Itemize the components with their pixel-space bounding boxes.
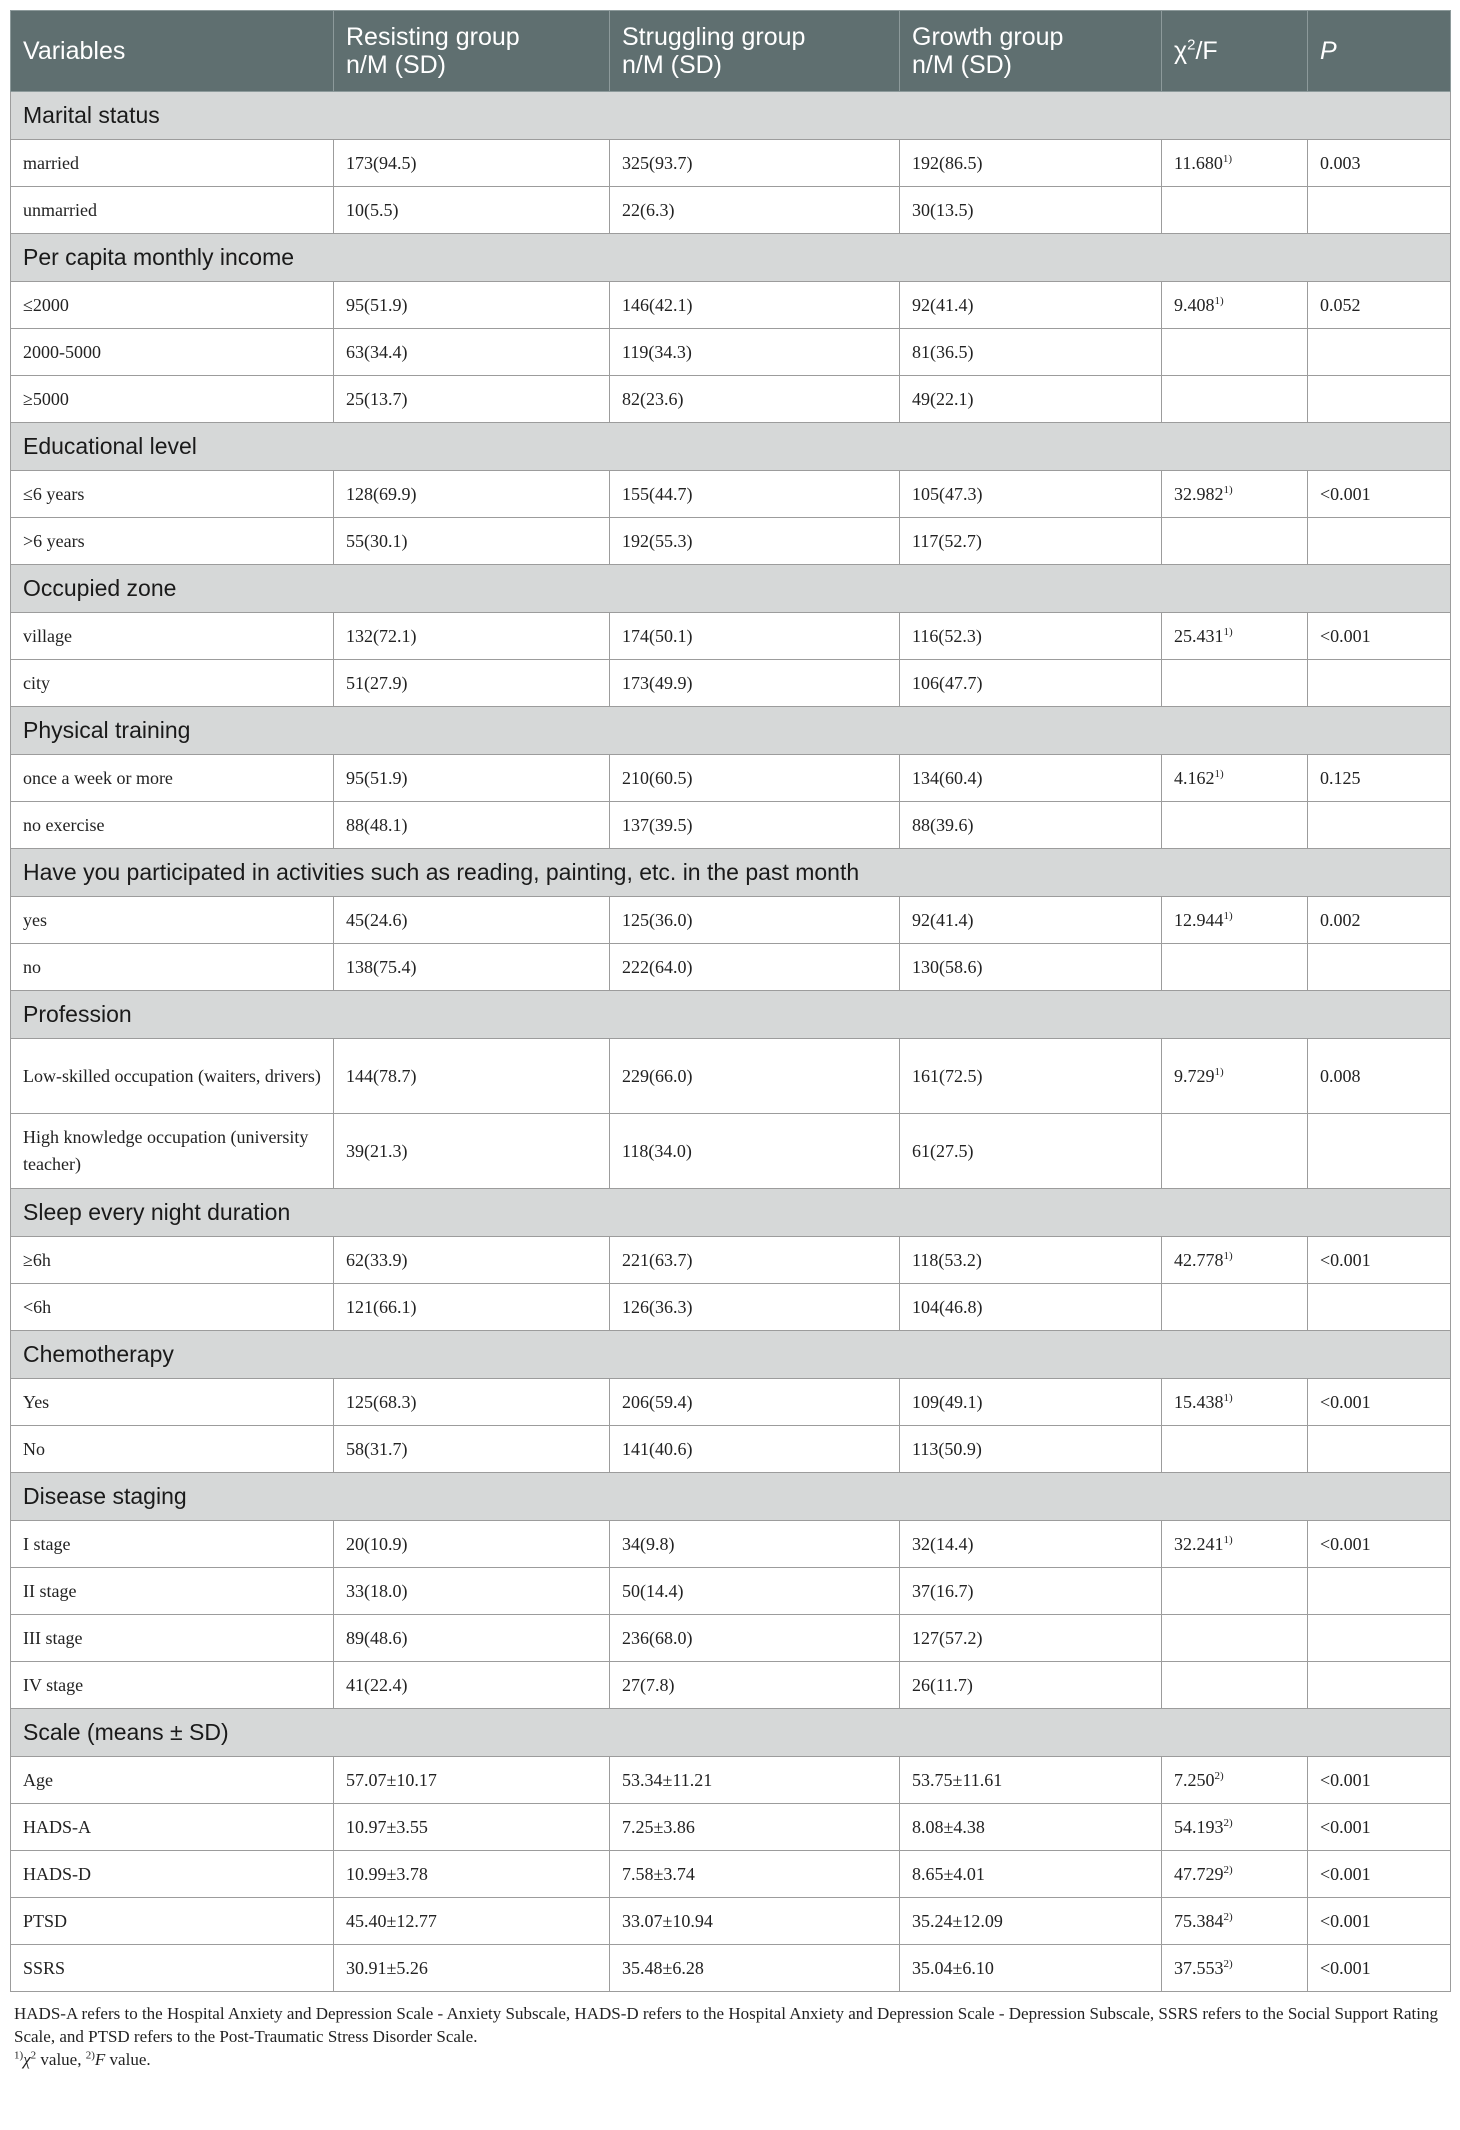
section-title: Marital status: [11, 92, 1451, 140]
cell-resisting: 45.40±12.77: [334, 1898, 610, 1945]
statistic-value: 75.384: [1174, 1910, 1224, 1931]
cell-resisting: 25(13.7): [334, 376, 610, 423]
statistic-value: 54.193: [1174, 1816, 1224, 1837]
section-title: Educational level: [11, 423, 1451, 471]
statistic-value: 4.162: [1174, 767, 1215, 788]
row-label: HADS-A: [11, 1804, 334, 1851]
cell-p-value: <0.001: [1308, 1804, 1451, 1851]
table-row: [11, 140, 1451, 187]
statistic-value: 11.680: [1174, 152, 1223, 173]
cell-growth: 127(57.2): [900, 1615, 1162, 1662]
cell-growth: 106(47.7): [900, 660, 1162, 707]
footnote-abbreviations: HADS-A refers to the Hospital Anxiety and Depression Scale - Anxiety Subscale, HADS-D refers to the Hospital Anxiety and Depression Scale - Depression Subscale, SSRS refers to the Social Support Rating Scale, and PTSD refers to the Post-Traumatic Stress Disorder Scale.: [14, 2004, 1438, 2046]
cell-p-value: [1308, 1114, 1451, 1189]
cell-growth: 8.65±4.01: [900, 1851, 1162, 1898]
section-title: Scale (means ± SD): [11, 1709, 1451, 1757]
cell-statistic: [1162, 802, 1308, 849]
cell-statistic: [1162, 1568, 1308, 1615]
table-row: [11, 802, 1451, 849]
cell-p-value: [1308, 376, 1451, 423]
cell-p-value: [1308, 1284, 1451, 1331]
cell-struggling: 125(36.0): [610, 897, 900, 944]
cell-resisting: 144(78.7): [334, 1039, 610, 1114]
row-label: Age: [11, 1757, 334, 1804]
cell-p-value: 0.003: [1308, 140, 1451, 187]
cell-resisting: 57.07±10.17: [334, 1757, 610, 1804]
section-row: [11, 565, 1451, 613]
row-label: Yes: [11, 1379, 334, 1426]
statistic-note-marker: 1): [1223, 909, 1233, 922]
statistic-note-marker: 2): [1223, 1816, 1233, 1829]
cell-struggling: 119(34.3): [610, 329, 900, 376]
cell-struggling: 33.07±10.94: [610, 1898, 900, 1945]
row-label: SSRS: [11, 1945, 334, 1992]
cell-statistic: [1162, 376, 1308, 423]
cell-statistic: [1162, 1851, 1308, 1898]
cell-struggling: 236(68.0): [610, 1615, 900, 1662]
row-label: no exercise: [11, 802, 334, 849]
cell-growth: 92(41.4): [900, 282, 1162, 329]
cell-p-value: <0.001: [1308, 471, 1451, 518]
table-row: [11, 1284, 1451, 1331]
section-row: [11, 423, 1451, 471]
row-label: III stage: [11, 1615, 334, 1662]
cell-statistic: [1162, 1804, 1308, 1851]
row-label: I stage: [11, 1521, 334, 1568]
section-row: [11, 234, 1451, 282]
table-row: [11, 1615, 1451, 1662]
cell-growth: 113(50.9): [900, 1426, 1162, 1473]
cell-resisting: 62(33.9): [334, 1237, 610, 1284]
cell-resisting: 30.91±5.26: [334, 1945, 610, 1992]
cell-p-value: <0.001: [1308, 1757, 1451, 1804]
cell-p-value: 0.002: [1308, 897, 1451, 944]
cell-p-value: [1308, 944, 1451, 991]
cell-p-value: <0.001: [1308, 613, 1451, 660]
section-row: [11, 1473, 1451, 1521]
cell-p-value: <0.001: [1308, 1851, 1451, 1898]
cell-resisting: 173(94.5): [334, 140, 610, 187]
table-row: [11, 1568, 1451, 1615]
cell-p-value: [1308, 1662, 1451, 1709]
cell-p-value: [1308, 329, 1451, 376]
table-row: [11, 1237, 1451, 1284]
section-row: [11, 92, 1451, 140]
statistic-value: 42.778: [1174, 1249, 1224, 1270]
footnote-legend: $^{1)}\chi^2$ value, $^{2)}$F value.: [14, 2049, 151, 2069]
cell-growth: 104(46.8): [900, 1284, 1162, 1331]
row-label: ≥6h: [11, 1237, 334, 1284]
cell-p-value: 0.008: [1308, 1039, 1451, 1114]
cell-resisting: 132(72.1): [334, 613, 610, 660]
cell-growth: 134(60.4): [900, 755, 1162, 802]
cell-growth: 35.24±12.09: [900, 1898, 1162, 1945]
cell-struggling: 174(50.1): [610, 613, 900, 660]
cell-struggling: 173(49.9): [610, 660, 900, 707]
statistic-note-marker: 1): [1223, 625, 1233, 638]
cell-statistic: [1162, 1615, 1308, 1662]
statistic-note-marker: 1): [1223, 1391, 1233, 1404]
table-row: [11, 1662, 1451, 1709]
header-variables: Variables: [11, 11, 334, 92]
cell-statistic: [1162, 1898, 1308, 1945]
statistic-value: 12.944: [1174, 909, 1224, 930]
table-row: [11, 1804, 1451, 1851]
row-label: PTSD: [11, 1898, 334, 1945]
cell-resisting: 10(5.5): [334, 187, 610, 234]
cell-struggling: 22(6.3): [610, 187, 900, 234]
statistic-note-marker: 1): [1222, 152, 1233, 165]
cell-struggling: 50(14.4): [610, 1568, 900, 1615]
cell-growth: 92(41.4): [900, 897, 1162, 944]
cell-p-value: <0.001: [1308, 1898, 1451, 1945]
cell-statistic: [1162, 1379, 1308, 1426]
header-resisting: Resisting group n/M (SD): [334, 11, 610, 92]
table-header: [11, 11, 1451, 92]
cell-growth: 192(86.5): [900, 140, 1162, 187]
cell-growth: 81(36.5): [900, 329, 1162, 376]
section-row: [11, 991, 1451, 1039]
section-row: [11, 1189, 1451, 1237]
cell-statistic: [1162, 1662, 1308, 1709]
section-row: [11, 707, 1451, 755]
cell-resisting: 89(48.6): [334, 1615, 610, 1662]
cell-statistic: [1162, 282, 1308, 329]
cell-struggling: 53.34±11.21: [610, 1757, 900, 1804]
cell-struggling: 7.58±3.74: [610, 1851, 900, 1898]
cell-struggling: 27(7.8): [610, 1662, 900, 1709]
cell-struggling: 126(36.3): [610, 1284, 900, 1331]
cell-struggling: 210(60.5): [610, 755, 900, 802]
cell-statistic: [1162, 1039, 1308, 1114]
table-row: [11, 755, 1451, 802]
cell-growth: 118(53.2): [900, 1237, 1162, 1284]
statistic-note-marker: 2): [1223, 1957, 1233, 1970]
row-label: HADS-D: [11, 1851, 334, 1898]
table-row: [11, 1898, 1451, 1945]
cell-statistic: [1162, 1237, 1308, 1284]
cell-growth: 37(16.7): [900, 1568, 1162, 1615]
cell-resisting: 95(51.9): [334, 282, 610, 329]
cell-struggling: 192(55.3): [610, 518, 900, 565]
table-row: [11, 613, 1451, 660]
table-row: [11, 1521, 1451, 1568]
statistic-value: 32.982: [1174, 483, 1224, 504]
cell-p-value: 0.125: [1308, 755, 1451, 802]
header-chi-f: $\chi^2/F$: [1162, 11, 1308, 92]
cell-statistic: [1162, 329, 1308, 376]
cell-struggling: 146(42.1): [610, 282, 900, 329]
table-row: [11, 329, 1451, 376]
cell-p-value: [1308, 802, 1451, 849]
cell-struggling: 118(34.0): [610, 1114, 900, 1189]
section-title: Per capita monthly income: [11, 234, 1451, 282]
cell-growth: 61(27.5): [900, 1114, 1162, 1189]
cell-resisting: 39(21.3): [334, 1114, 610, 1189]
table-row: [11, 282, 1451, 329]
table-body: [11, 92, 1451, 1992]
cell-resisting: 10.97±3.55: [334, 1804, 610, 1851]
cell-statistic: [1162, 944, 1308, 991]
section-title: Occupied zone: [11, 565, 1451, 613]
section-row: [11, 1709, 1451, 1757]
cell-statistic: [1162, 187, 1308, 234]
cell-resisting: 33(18.0): [334, 1568, 610, 1615]
table-row: [11, 660, 1451, 707]
cell-struggling: 206(59.4): [610, 1379, 900, 1426]
cell-growth: 32(14.4): [900, 1521, 1162, 1568]
cell-resisting: 51(27.9): [334, 660, 610, 707]
cell-resisting: 138(75.4): [334, 944, 610, 991]
cell-struggling: 222(64.0): [610, 944, 900, 991]
cell-struggling: 34(9.8): [610, 1521, 900, 1568]
cell-p-value: [1308, 660, 1451, 707]
cell-struggling: 141(40.6): [610, 1426, 900, 1473]
table-row: [11, 1379, 1451, 1426]
cell-p-value: <0.001: [1308, 1237, 1451, 1284]
table-container: [10, 10, 1450, 2071]
statistic-value: 37.553: [1174, 1957, 1224, 1978]
header-p: P: [1308, 11, 1451, 92]
cell-struggling: 325(93.7): [610, 140, 900, 187]
cell-statistic: [1162, 1757, 1308, 1804]
table-row: [11, 471, 1451, 518]
cell-statistic: [1162, 1426, 1308, 1473]
row-label: yes: [11, 897, 334, 944]
table-row: [11, 1851, 1451, 1898]
table-row: [11, 944, 1451, 991]
cell-growth: 117(52.7): [900, 518, 1162, 565]
cell-statistic: [1162, 755, 1308, 802]
cell-p-value: [1308, 187, 1451, 234]
statistic-value: 32.241: [1174, 1533, 1224, 1554]
cell-statistic: [1162, 897, 1308, 944]
cell-struggling: 35.48±6.28: [610, 1945, 900, 1992]
cell-p-value: [1308, 1615, 1451, 1662]
table-row: [11, 1114, 1451, 1189]
table-row: [11, 1039, 1451, 1114]
cell-resisting: 63(34.4): [334, 329, 610, 376]
row-label: once a week or more: [11, 755, 334, 802]
cell-statistic: [1162, 1114, 1308, 1189]
cell-growth: 8.08±4.38: [900, 1804, 1162, 1851]
statistic-note-marker: 2): [1223, 1863, 1233, 1876]
statistic-value: 7.250: [1174, 1769, 1215, 1790]
cell-p-value: <0.001: [1308, 1379, 1451, 1426]
row-label: <6h: [11, 1284, 334, 1331]
cell-statistic: [1162, 1521, 1308, 1568]
cell-resisting: 121(66.1): [334, 1284, 610, 1331]
cell-growth: 130(58.6): [900, 944, 1162, 991]
cell-resisting: 125(68.3): [334, 1379, 610, 1426]
statistic-note-marker: 2): [1214, 1769, 1224, 1782]
cell-struggling: 137(39.5): [610, 802, 900, 849]
statistic-value: 47.729: [1174, 1863, 1224, 1884]
section-title: Disease staging: [11, 1473, 1451, 1521]
cell-resisting: 88(48.1): [334, 802, 610, 849]
table-row: [11, 1757, 1451, 1804]
statistic-note-marker: 1): [1223, 1249, 1233, 1262]
header-growth: Growth group n/M (SD): [900, 11, 1162, 92]
cell-statistic: [1162, 471, 1308, 518]
table-footnote: [10, 1992, 1450, 2071]
cell-statistic: [1162, 1284, 1308, 1331]
cell-struggling: 82(23.6): [610, 376, 900, 423]
table-row: [11, 897, 1451, 944]
cell-p-value: <0.001: [1308, 1945, 1451, 1992]
table-row: [11, 518, 1451, 565]
statistic-note-marker: 1): [1223, 483, 1233, 496]
cell-resisting: 10.99±3.78: [334, 1851, 610, 1898]
cell-growth: 49(22.1): [900, 376, 1162, 423]
row-label: Low-skilled occupation (waiters, drivers): [11, 1039, 334, 1114]
header-struggling: Struggling group n/M (SD): [610, 11, 900, 92]
cell-growth: 109(49.1): [900, 1379, 1162, 1426]
table-row: [11, 1426, 1451, 1473]
table-row: [11, 376, 1451, 423]
cell-struggling: 155(44.7): [610, 471, 900, 518]
table-row: [11, 187, 1451, 234]
cell-statistic: [1162, 613, 1308, 660]
cell-growth: 30(13.5): [900, 187, 1162, 234]
cell-resisting: 41(22.4): [334, 1662, 610, 1709]
statistic-note-marker: 1): [1214, 294, 1224, 307]
row-label: >6 years: [11, 518, 334, 565]
statistic-value: 9.729: [1174, 1065, 1215, 1086]
statistic-note-marker: 1): [1223, 1533, 1233, 1546]
statistic-note-marker: 1): [1214, 767, 1224, 780]
cell-growth: 105(47.3): [900, 471, 1162, 518]
cell-struggling: 7.25±3.86: [610, 1804, 900, 1851]
row-label: 2000-5000: [11, 329, 334, 376]
section-title: Physical training: [11, 707, 1451, 755]
cell-statistic: [1162, 518, 1308, 565]
section-title: Chemotherapy: [11, 1331, 1451, 1379]
row-label: No: [11, 1426, 334, 1473]
cell-growth: 116(52.3): [900, 613, 1162, 660]
section-title: Sleep every night duration: [11, 1189, 1451, 1237]
row-label: IV stage: [11, 1662, 334, 1709]
results-table: [10, 10, 1451, 1992]
row-label: High knowledge occupation (university teacher): [11, 1114, 334, 1189]
cell-resisting: 58(31.7): [334, 1426, 610, 1473]
cell-growth: 26(11.7): [900, 1662, 1162, 1709]
statistic-value: 9.408: [1174, 294, 1215, 315]
cell-resisting: 20(10.9): [334, 1521, 610, 1568]
row-label: married: [11, 140, 334, 187]
row-label: ≤6 years: [11, 471, 334, 518]
row-label: unmarried: [11, 187, 334, 234]
cell-p-value: <0.001: [1308, 1521, 1451, 1568]
cell-struggling: 221(63.7): [610, 1237, 900, 1284]
statistic-value: 15.438: [1174, 1391, 1224, 1412]
statistic-note-marker: 2): [1223, 1910, 1233, 1923]
row-label: no: [11, 944, 334, 991]
cell-p-value: [1308, 1568, 1451, 1615]
cell-resisting: 55(30.1): [334, 518, 610, 565]
row-label: ≤2000: [11, 282, 334, 329]
statistic-value: 25.431: [1174, 625, 1224, 646]
section-title: Have you participated in activities such as reading, painting, etc. in the past month: [11, 849, 1451, 897]
row-label: II stage: [11, 1568, 334, 1615]
cell-p-value: [1308, 1426, 1451, 1473]
section-title: Profession: [11, 991, 1451, 1039]
cell-growth: 161(72.5): [900, 1039, 1162, 1114]
cell-growth: 35.04±6.10: [900, 1945, 1162, 1992]
cell-statistic: [1162, 140, 1308, 187]
cell-resisting: 128(69.9): [334, 471, 610, 518]
row-label: ≥5000: [11, 376, 334, 423]
section-row: [11, 849, 1451, 897]
row-label: village: [11, 613, 334, 660]
row-label: city: [11, 660, 334, 707]
cell-statistic: [1162, 1945, 1308, 1992]
cell-growth: 88(39.6): [900, 802, 1162, 849]
cell-statistic: [1162, 660, 1308, 707]
cell-growth: 53.75±11.61: [900, 1757, 1162, 1804]
cell-struggling: 229(66.0): [610, 1039, 900, 1114]
cell-p-value: 0.052: [1308, 282, 1451, 329]
section-row: [11, 1331, 1451, 1379]
cell-resisting: 45(24.6): [334, 897, 610, 944]
table-row: [11, 1945, 1451, 1992]
statistic-note-marker: 1): [1214, 1065, 1224, 1078]
cell-p-value: [1308, 518, 1451, 565]
cell-resisting: 95(51.9): [334, 755, 610, 802]
